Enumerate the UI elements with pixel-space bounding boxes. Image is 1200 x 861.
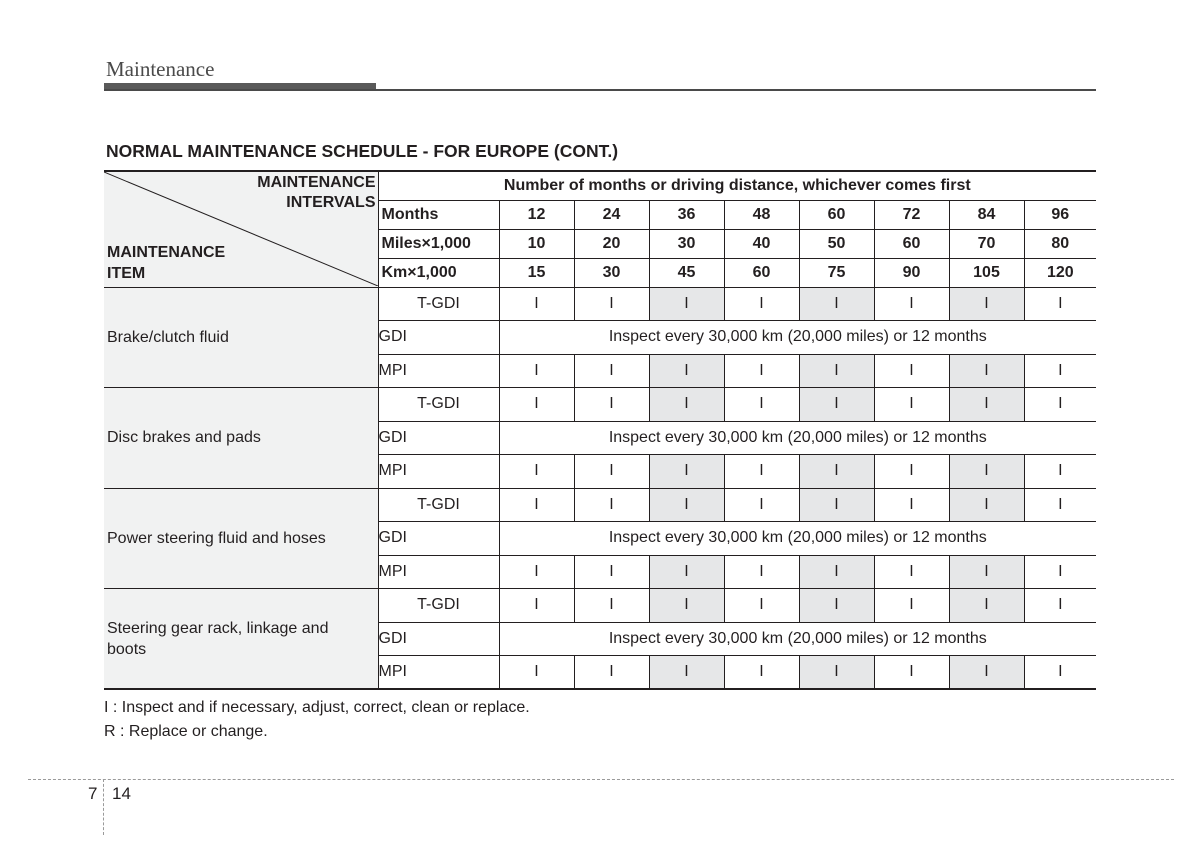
schedule-cell: I xyxy=(574,488,649,522)
miles-value: 80 xyxy=(1024,229,1096,258)
schedule-cell: I xyxy=(649,287,724,321)
miles-value: 40 xyxy=(724,229,799,258)
engine-label: GDI xyxy=(378,522,499,556)
months-value: 48 xyxy=(724,200,799,229)
schedule-cell: I xyxy=(949,354,1024,388)
table-row xyxy=(104,287,1096,321)
schedule-cell: I xyxy=(724,455,799,489)
months-label: Months xyxy=(378,200,499,229)
schedule-cell: I xyxy=(1024,656,1096,690)
item-name: Power steering fluid and hoses xyxy=(104,488,378,589)
schedule-cell: I xyxy=(649,656,724,690)
schedule-note: Inspect every 30,000 km (20,000 miles) or 12 months xyxy=(499,421,1096,455)
km-value: 120 xyxy=(1024,258,1096,287)
months-value: 84 xyxy=(949,200,1024,229)
engine-label: MPI xyxy=(378,354,499,388)
schedule-cell: I xyxy=(1024,388,1096,422)
engine-label: GDI xyxy=(378,321,499,355)
schedule-cell: I xyxy=(649,388,724,422)
schedule-cell: I xyxy=(799,589,874,623)
corner-item-line1: MAINTENANCE xyxy=(107,243,226,261)
miles-value: 50 xyxy=(799,229,874,258)
engine-label: GDI xyxy=(378,421,499,455)
schedule-cell: I xyxy=(799,455,874,489)
schedule-cell: I xyxy=(874,287,949,321)
schedule-cell: I xyxy=(499,388,574,422)
schedule-cell: I xyxy=(1024,488,1096,522)
section-title: Maintenance xyxy=(106,57,215,81)
months-value: 60 xyxy=(799,200,874,229)
schedule-cell: I xyxy=(574,555,649,589)
km-value: 45 xyxy=(649,258,724,287)
schedule-cell: I xyxy=(874,388,949,422)
schedule-cell: I xyxy=(949,455,1024,489)
schedule-cell: I xyxy=(499,589,574,623)
schedule-cell: I xyxy=(649,455,724,489)
footer-divider xyxy=(103,779,104,835)
miles-value: 30 xyxy=(649,229,724,258)
schedule-note: Inspect every 30,000 km (20,000 miles) or 12 months xyxy=(499,522,1096,556)
legend-replace: R : Replace or change. xyxy=(104,723,268,740)
schedule-cell: I xyxy=(574,388,649,422)
schedule-cell: I xyxy=(949,388,1024,422)
legend-inspect: I : Inspect and if necessary, adjust, correct, clean or replace. xyxy=(104,699,530,716)
schedule-cell: I xyxy=(874,555,949,589)
item-name: Brake/clutch fluid xyxy=(104,287,378,388)
km-value: 105 xyxy=(949,258,1024,287)
km-value: 60 xyxy=(724,258,799,287)
schedule-cell: I xyxy=(574,455,649,489)
schedule-cell: I xyxy=(799,488,874,522)
schedule-cell: I xyxy=(724,589,799,623)
schedule-cell: I xyxy=(949,488,1024,522)
schedule-cell: I xyxy=(1024,354,1096,388)
item-name: Disc brakes and pads xyxy=(104,388,378,489)
schedule-cell: I xyxy=(499,287,574,321)
km-value: 15 xyxy=(499,258,574,287)
schedule-cell: I xyxy=(574,287,649,321)
schedule-cell: I xyxy=(724,287,799,321)
engine-label: MPI xyxy=(378,656,499,690)
schedule-cell: I xyxy=(499,455,574,489)
schedule-cell: I xyxy=(799,388,874,422)
schedule-cell: I xyxy=(724,488,799,522)
schedule-cell: I xyxy=(724,555,799,589)
schedule-cell: I xyxy=(1024,555,1096,589)
months-value: 24 xyxy=(574,200,649,229)
schedule-cell: I xyxy=(1024,455,1096,489)
schedule-cell: I xyxy=(799,656,874,690)
corner-item-line2: ITEM xyxy=(107,264,146,282)
schedule-cell: I xyxy=(949,589,1024,623)
corner-cell xyxy=(104,171,378,287)
engine-label: T-GDI xyxy=(378,589,499,623)
table-title: NORMAL MAINTENANCE SCHEDULE - FOR EUROPE (CONT.) xyxy=(106,141,619,161)
table-row xyxy=(104,589,1096,623)
schedule-cell: I xyxy=(874,488,949,522)
header-rule xyxy=(104,89,1096,91)
miles-value: 10 xyxy=(499,229,574,258)
schedule-cell: I xyxy=(499,354,574,388)
schedule-cell: I xyxy=(574,589,649,623)
schedule-cell: I xyxy=(1024,287,1096,321)
schedule-cell: I xyxy=(799,287,874,321)
miles-label: Miles×1,000 xyxy=(378,229,499,258)
months-value: 36 xyxy=(649,200,724,229)
schedule-note: Inspect every 30,000 km (20,000 miles) or 12 months xyxy=(499,622,1096,656)
schedule-cell: I xyxy=(949,656,1024,690)
km-value: 30 xyxy=(574,258,649,287)
engine-label: T-GDI xyxy=(378,287,499,321)
table-row xyxy=(104,488,1096,522)
schedule-cell: I xyxy=(649,589,724,623)
schedule-cell: I xyxy=(649,354,724,388)
schedule-cell: I xyxy=(724,656,799,690)
km-label: Km×1,000 xyxy=(378,258,499,287)
months-value: 96 xyxy=(1024,200,1096,229)
header-row-intervals xyxy=(104,171,1096,200)
months-value: 12 xyxy=(499,200,574,229)
engine-label: MPI xyxy=(378,555,499,589)
schedule-cell: I xyxy=(949,555,1024,589)
footer-rule xyxy=(28,779,1174,780)
schedule-note: Inspect every 30,000 km (20,000 miles) or 12 months xyxy=(499,321,1096,355)
item-name-line2: boots xyxy=(107,640,147,658)
miles-value: 20 xyxy=(574,229,649,258)
corner-intervals-line2: INTERVALS xyxy=(286,194,376,211)
schedule-cell: I xyxy=(874,354,949,388)
table-row xyxy=(104,388,1096,422)
km-value: 90 xyxy=(874,258,949,287)
km-value: 75 xyxy=(799,258,874,287)
miles-value: 60 xyxy=(874,229,949,258)
miles-value: 70 xyxy=(949,229,1024,258)
schedule-cell: I xyxy=(949,287,1024,321)
schedule-cell: I xyxy=(499,656,574,690)
item-name xyxy=(104,589,378,690)
engine-label: GDI xyxy=(378,622,499,656)
schedule-cell: I xyxy=(499,555,574,589)
schedule-cell: I xyxy=(874,656,949,690)
chapter-number: 7 xyxy=(88,784,98,803)
schedule-cell: I xyxy=(874,455,949,489)
corner-intervals-line1: MAINTENANCE xyxy=(257,174,376,191)
schedule-cell: I xyxy=(574,656,649,690)
maintenance-schedule-table xyxy=(104,170,1096,690)
schedule-cell: I xyxy=(799,555,874,589)
item-name-line1: Steering gear rack, linkage and xyxy=(107,619,329,637)
schedule-cell: I xyxy=(649,555,724,589)
engine-label: T-GDI xyxy=(378,388,499,422)
schedule-cell: I xyxy=(1024,589,1096,623)
months-value: 72 xyxy=(874,200,949,229)
schedule-cell: I xyxy=(874,589,949,623)
interval-header: Number of months or driving distance, whichever comes first xyxy=(378,171,1096,200)
schedule-cell: I xyxy=(724,388,799,422)
schedule-cell: I xyxy=(799,354,874,388)
schedule-cell: I xyxy=(649,488,724,522)
page-number: 14 xyxy=(112,784,131,803)
schedule-cell: I xyxy=(574,354,649,388)
schedule-cell: I xyxy=(499,488,574,522)
engine-label: MPI xyxy=(378,455,499,489)
engine-label: T-GDI xyxy=(378,488,499,522)
schedule-cell: I xyxy=(724,354,799,388)
